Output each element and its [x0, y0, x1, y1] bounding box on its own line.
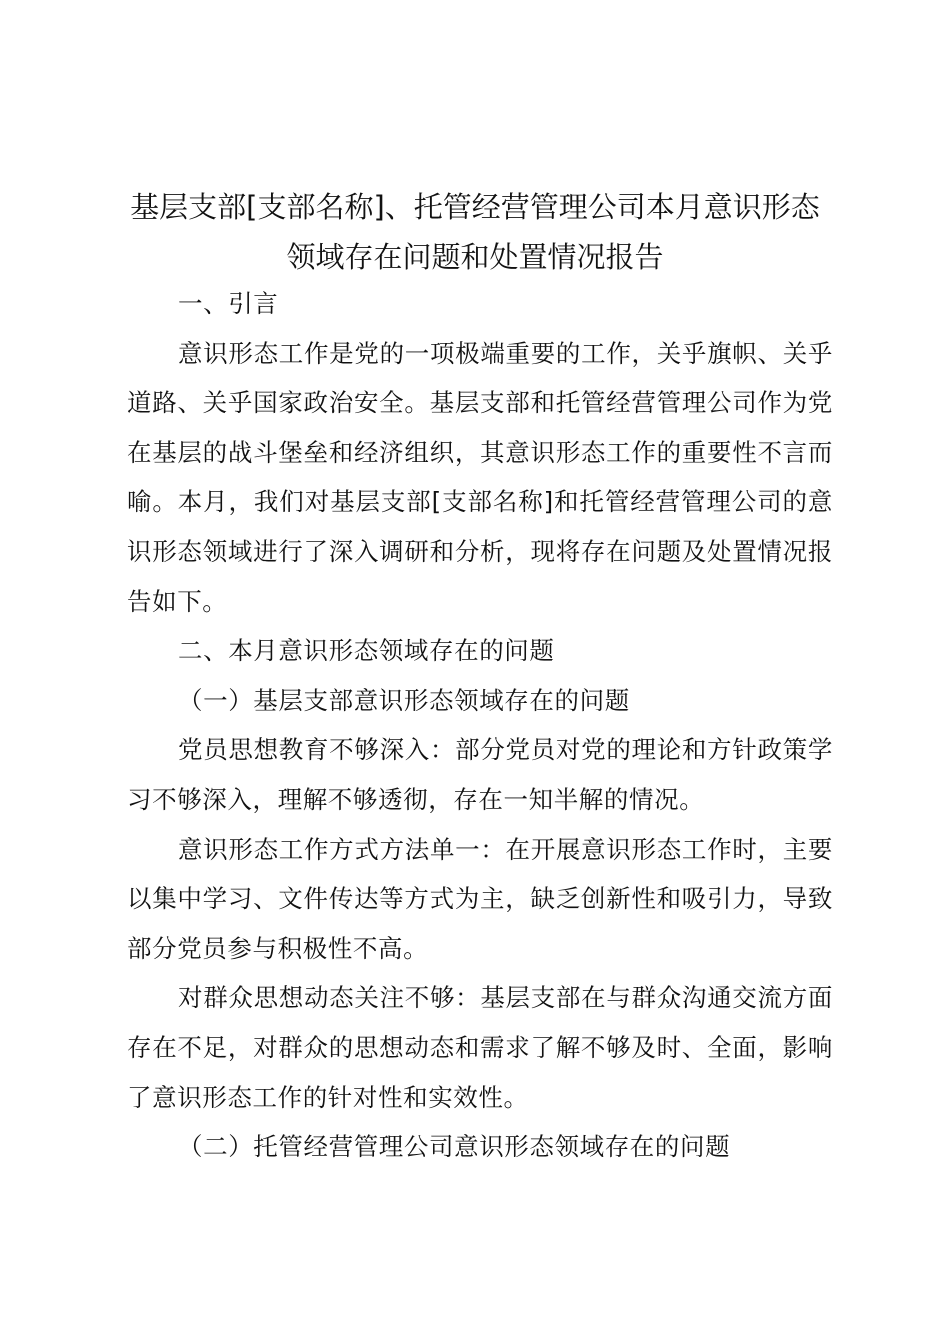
subsection-heading-company: （二）托管经营管理公司意识形态领域存在的问题	[178, 1132, 731, 1162]
paragraph-education-issue: 党员思想教育不够深入：部分党员对党的理论和方针政策学习不够深入，理解不够透彻，存在一知半解的情况。	[127, 735, 833, 814]
title-line-1: 基层支部[支部名称]、托管经营管理公司本月意识形态	[130, 190, 820, 224]
paragraph-introduction: 意识形态工作是党的一项极端重要的工作，关乎旗帜、关乎道路、关乎国家政治安全。基层支部和托管经营管理公司作为党在基层的战斗堡垒和经济组织，其意识形态工作的重要性不言而喻。本月，我们对基层支部[支部名称]和托管经营管理公司的意识形态领域进行了深入调研和分析，现将存在问题及处置情况报告如下。	[127, 338, 833, 616]
title-line-2: 领域存在问题和处置情况报告	[286, 240, 664, 274]
section-heading-introduction: 一、引言	[178, 289, 279, 318]
paragraph-method-issue: 意识形态工作方式方法单一：在开展意识形态工作时，主要以集中学习、文件传达等方式为主，缺乏创新性和吸引力，导致部分党员参与积极性不高。	[127, 834, 833, 963]
document-body	[127, 279, 833, 1172]
subsection-heading-branch: （一）基层支部意识形态领域存在的问题	[178, 685, 630, 715]
document-title	[100, 182, 850, 282]
section-heading-problems: 二、本月意识形态领域存在的问题	[178, 636, 555, 666]
paragraph-masses-issue: 对群众思想动态关注不够：基层支部在与群众沟通交流方面存在不足，对群众的思想动态和需求了解不够及时、全面，影响了意识形态工作的针对性和实效性。	[127, 983, 833, 1112]
